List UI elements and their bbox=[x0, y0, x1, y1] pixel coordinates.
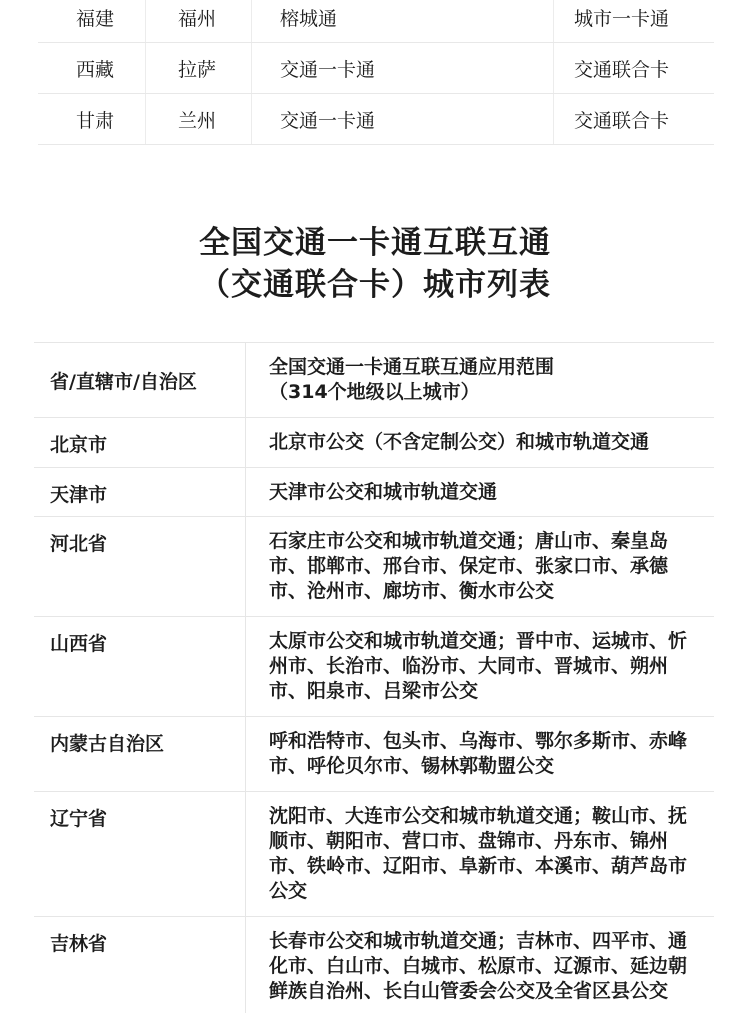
province-cell: 吉林省 bbox=[34, 917, 246, 1013]
section-title bbox=[0, 222, 750, 306]
header-scope-line2: （314个地级以上城市） bbox=[269, 381, 480, 403]
scope-cell: 沈阳市、大连市公交和城市轨道交通；鞍山市、抚顺市、朝阳市、营口市、盘锦市、丹东市、锦州市、铁岭市、辽阳市、阜新市、本溪市、葫芦岛市公交 bbox=[269, 805, 688, 902]
table-row bbox=[38, 94, 714, 145]
header-scope bbox=[246, 343, 714, 417]
table-row bbox=[34, 917, 714, 1013]
table-row bbox=[34, 418, 714, 468]
province-cell: 山西省 bbox=[34, 617, 246, 716]
province-cell: 西藏 bbox=[38, 43, 146, 93]
section-title-line1: 全国交通一卡通互联互通 bbox=[199, 225, 551, 261]
province-cell: 福建 bbox=[38, 0, 146, 42]
table-row bbox=[34, 517, 714, 617]
city-cell: 拉萨 bbox=[146, 43, 252, 93]
city-cell: 兰州 bbox=[146, 94, 252, 144]
table-row bbox=[34, 617, 714, 717]
scope-cell: 天津市公交和城市轨道交通 bbox=[269, 481, 498, 503]
city-card-table bbox=[38, 0, 714, 145]
province-cell: 辽宁省 bbox=[34, 792, 246, 916]
interop-city-table bbox=[34, 342, 714, 1013]
province-cell: 河北省 bbox=[34, 517, 246, 616]
province-cell: 北京市 bbox=[34, 418, 246, 467]
card-type-cell: 交通联合卡 bbox=[574, 109, 670, 132]
province-cell: 甘肃 bbox=[38, 94, 146, 144]
table-header-row bbox=[34, 342, 714, 418]
scope-cell: 石家庄市公交和城市轨道交通；唐山市、秦皇岛市、邯郸市、邢台市、保定市、张家口市、承德市、沧州市、廊坊市、衡水市公交 bbox=[269, 530, 669, 602]
table-row bbox=[34, 792, 714, 917]
section-title-line2: （交通联合卡）城市列表 bbox=[199, 267, 551, 303]
card-type-cell: 交通联合卡 bbox=[574, 58, 670, 81]
table-row bbox=[38, 43, 714, 94]
card-name-cell: 榕城通 bbox=[252, 0, 554, 42]
card-name-cell: 交通一卡通 bbox=[252, 94, 554, 144]
card-type-cell: 城市一卡通 bbox=[574, 7, 670, 30]
header-scope-line1: 全国交通一卡通互联互通应用范围 bbox=[269, 356, 555, 378]
province-cell: 内蒙古自治区 bbox=[34, 717, 246, 791]
scope-cell: 太原市公交和城市轨道交通；晋中市、运城市、忻州市、长治市、临汾市、大同市、晋城市、朔州市、阳泉市、吕梁市公交 bbox=[269, 630, 688, 702]
card-name-cell: 交通一卡通 bbox=[252, 43, 554, 93]
table-row bbox=[34, 468, 714, 517]
province-cell: 天津市 bbox=[34, 468, 246, 516]
scope-cell: 北京市公交（不含定制公交）和城市轨道交通 bbox=[269, 431, 650, 453]
city-cell: 福州 bbox=[146, 0, 252, 42]
scope-cell: 呼和浩特市、包头市、乌海市、鄂尔多斯市、赤峰市、呼伦贝尔市、锡林郭勒盟公交 bbox=[269, 730, 688, 777]
table-row bbox=[38, 0, 714, 43]
scope-cell: 长春市公交和城市轨道交通；吉林市、四平市、通化市、白山市、白城市、松原市、辽源市、延边朝鲜族自治州、长白山管委会公交及全省区县公交 bbox=[269, 930, 688, 1002]
table-row bbox=[34, 717, 714, 792]
header-province: 省/直辖市/自治区 bbox=[34, 343, 246, 417]
